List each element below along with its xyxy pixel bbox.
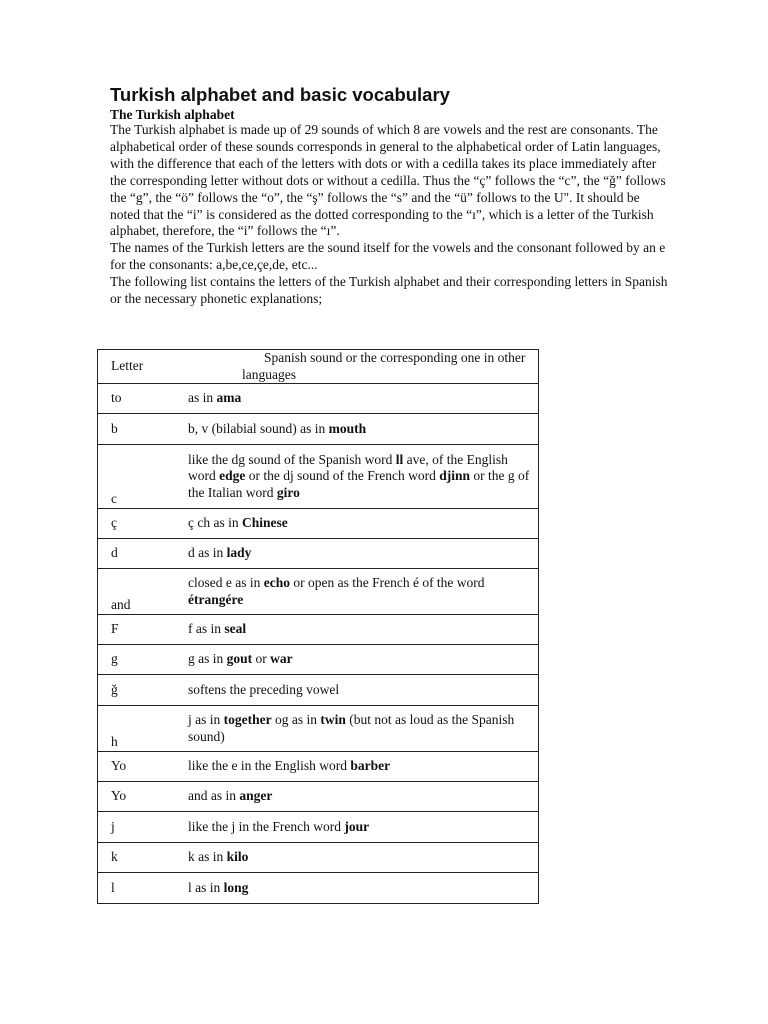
letter-text: g — [111, 651, 118, 667]
header-letter-cell — [98, 350, 189, 384]
sound-fragment: like the j in the French word — [188, 818, 345, 834]
letter-text: ğ — [111, 681, 118, 697]
sound-text — [188, 421, 538, 438]
table-row — [98, 569, 539, 615]
sound-text — [188, 849, 538, 866]
letter-text: d — [111, 545, 118, 561]
sound-cell — [188, 782, 539, 812]
sound-cell — [188, 645, 539, 675]
sound-text — [188, 515, 538, 532]
sound-text — [188, 819, 538, 836]
sound-text — [188, 788, 538, 805]
sound-keyword: giro — [276, 484, 300, 500]
sound-text — [188, 545, 538, 562]
intro-text — [110, 122, 670, 308]
sound-fragment: and as in — [188, 788, 240, 804]
sound-fragment: ave, of the English word — [188, 451, 508, 484]
sound-fragment: like the e in the English word — [188, 758, 351, 774]
sound-cell — [188, 812, 539, 843]
sound-fragment: f as in — [188, 621, 225, 637]
table-row — [98, 782, 539, 812]
sound-text — [188, 621, 538, 638]
table-row — [98, 873, 539, 904]
header-sound-line2: languages — [242, 366, 296, 382]
sound-keyword: jour — [344, 818, 370, 834]
sound-cell — [188, 843, 539, 873]
sound-cell — [188, 384, 539, 414]
sound-cell — [188, 445, 539, 509]
intro-paragraph-1: The Turkish alphabet is made up of 29 sounds of which 8 are vowels and the rest are consonants. The alphabetical order of these sounds corresponds in general to the alphabetical order of Latin languages, with the difference that each of the letters with dots or with a cedilla takes its place immediately after the corresponding letter without dots or without a cedilla. Thus the “ç” follows the “c”, the “ğ” follows the “g”, the “ö” follows the “o”, the “ş” follows the “s” and the “ü” follows to the U". It should be noted that the “i” is considered as the dotted corresponding to the “ı”, which is a letter of the Turkish alphabet, therefore, the “i” follows the “ı”. — [110, 122, 666, 239]
sound-keyword: Chinese — [241, 515, 288, 531]
sound-keyword: ama — [216, 390, 242, 406]
alphabet-table-body — [98, 350, 539, 904]
letter-text: Yo — [111, 788, 127, 804]
sound-text — [188, 712, 538, 745]
sound-fragment: og as in — [271, 712, 321, 727]
sound-text — [188, 651, 538, 668]
letter-text: j — [111, 818, 115, 834]
sound-keyword: echo — [263, 575, 290, 590]
letter-cell — [98, 843, 189, 873]
table-row — [98, 675, 539, 706]
sound-text — [188, 575, 538, 608]
sound-fragment: g as in — [188, 651, 227, 667]
letter-text: Yo — [111, 758, 127, 774]
letter-cell — [98, 706, 189, 752]
table-row — [98, 539, 539, 569]
letter-text: b — [111, 420, 118, 436]
sound-cell — [188, 706, 539, 752]
intro-paragraph-3: The following list contains the letters of the Turkish alphabet and their corresponding letters in Spanish or the necessary phonetic explanations; — [110, 274, 668, 307]
letter-cell — [98, 569, 189, 615]
table-row — [98, 414, 539, 445]
letter-text: ç — [111, 515, 117, 531]
letter-text: l — [111, 879, 115, 895]
sound-fragment: l as in — [188, 879, 224, 895]
sound-fragment: k as in — [188, 849, 227, 865]
letter-text: c — [111, 490, 117, 506]
sound-keyword: barber — [350, 758, 391, 774]
letter-text: h — [111, 733, 118, 749]
sound-cell — [188, 615, 539, 645]
sound-cell — [188, 752, 539, 782]
letter-cell — [98, 752, 189, 782]
sound-fragment: or open as the French é of the word — [289, 575, 485, 590]
table-row — [98, 645, 539, 675]
sound-text — [188, 758, 538, 775]
section-heading: The Turkish alphabet — [110, 107, 235, 122]
sound-keyword: djinn — [439, 468, 470, 484]
sound-keyword: étrangére — [188, 591, 244, 607]
letter-cell — [98, 812, 189, 843]
sound-cell — [188, 509, 539, 539]
sound-fragment: or — [252, 651, 271, 667]
sound-fragment: ç ch as in — [188, 515, 242, 531]
sound-keyword: gout — [226, 651, 253, 667]
letter-cell — [98, 645, 189, 675]
intro-paragraph-2: The names of the Turkish letters are the sound itself for the vowels and the consonant followed by an e for the consonants: a,be,ce,çe,de, etc... — [110, 240, 666, 273]
letter-text: to — [111, 390, 122, 406]
letter-text: k — [111, 849, 118, 865]
sound-cell — [188, 414, 539, 445]
sound-text — [188, 682, 538, 699]
sound-keyword: twin — [320, 712, 346, 727]
sound-keyword: lady — [226, 545, 252, 561]
table-row — [98, 706, 539, 752]
table-row — [98, 509, 539, 539]
sound-text — [188, 390, 538, 407]
letter-cell — [98, 615, 189, 645]
table-header-row — [98, 350, 539, 384]
sound-fragment: or the g of the Italian word — [188, 468, 530, 500]
table-row — [98, 843, 539, 873]
sound-fragment: j as in — [188, 712, 224, 727]
sound-fragment: as in — [188, 390, 217, 406]
letter-cell — [98, 509, 189, 539]
document-title: Turkish alphabet and basic vocabulary — [110, 84, 450, 105]
letter-cell — [98, 384, 189, 414]
table-row — [98, 384, 539, 414]
sound-text — [188, 452, 538, 502]
sound-fragment: softens the preceding vowel — [188, 681, 340, 697]
sound-keyword: edge — [219, 468, 246, 484]
sound-keyword: ll — [395, 451, 404, 467]
sound-fragment: or the dj sound of the French word — [245, 468, 440, 484]
sound-keyword: seal — [224, 621, 247, 637]
sound-fragment: d as in — [188, 545, 227, 561]
table-row — [98, 812, 539, 843]
table-row — [98, 752, 539, 782]
table-row — [98, 615, 539, 645]
header-sound-line1: Spanish sound or the corresponding one in other — [264, 350, 526, 365]
alphabet-table — [97, 349, 539, 904]
letter-cell — [98, 539, 189, 569]
header-sound-cell — [188, 350, 539, 384]
letter-text: F — [111, 621, 119, 637]
table-row — [98, 445, 539, 509]
header-letter: Letter — [111, 358, 144, 374]
sound-keyword: mouth — [328, 420, 367, 436]
sound-fragment: closed e as in — [188, 575, 264, 590]
sound-fragment: b, v (bilabial sound) as in — [188, 420, 329, 436]
sound-cell — [188, 569, 539, 615]
sound-text — [188, 880, 538, 897]
letter-cell — [98, 445, 189, 509]
letter-text: and — [111, 596, 131, 612]
sound-fragment: (but not as loud as the Spanish sound) — [188, 712, 515, 744]
letter-cell — [98, 675, 189, 706]
sound-keyword: war — [270, 651, 293, 667]
sound-cell — [188, 539, 539, 569]
sound-fragment: like the dg sound of the Spanish word — [188, 451, 396, 467]
sound-keyword: together — [223, 712, 272, 727]
sound-cell — [188, 675, 539, 706]
sound-cell — [188, 873, 539, 904]
letter-cell — [98, 873, 189, 904]
letter-cell — [98, 414, 189, 445]
sound-keyword: kilo — [226, 849, 249, 865]
sound-keyword: long — [223, 879, 249, 895]
sound-keyword: anger — [239, 788, 273, 804]
letter-cell — [98, 782, 189, 812]
